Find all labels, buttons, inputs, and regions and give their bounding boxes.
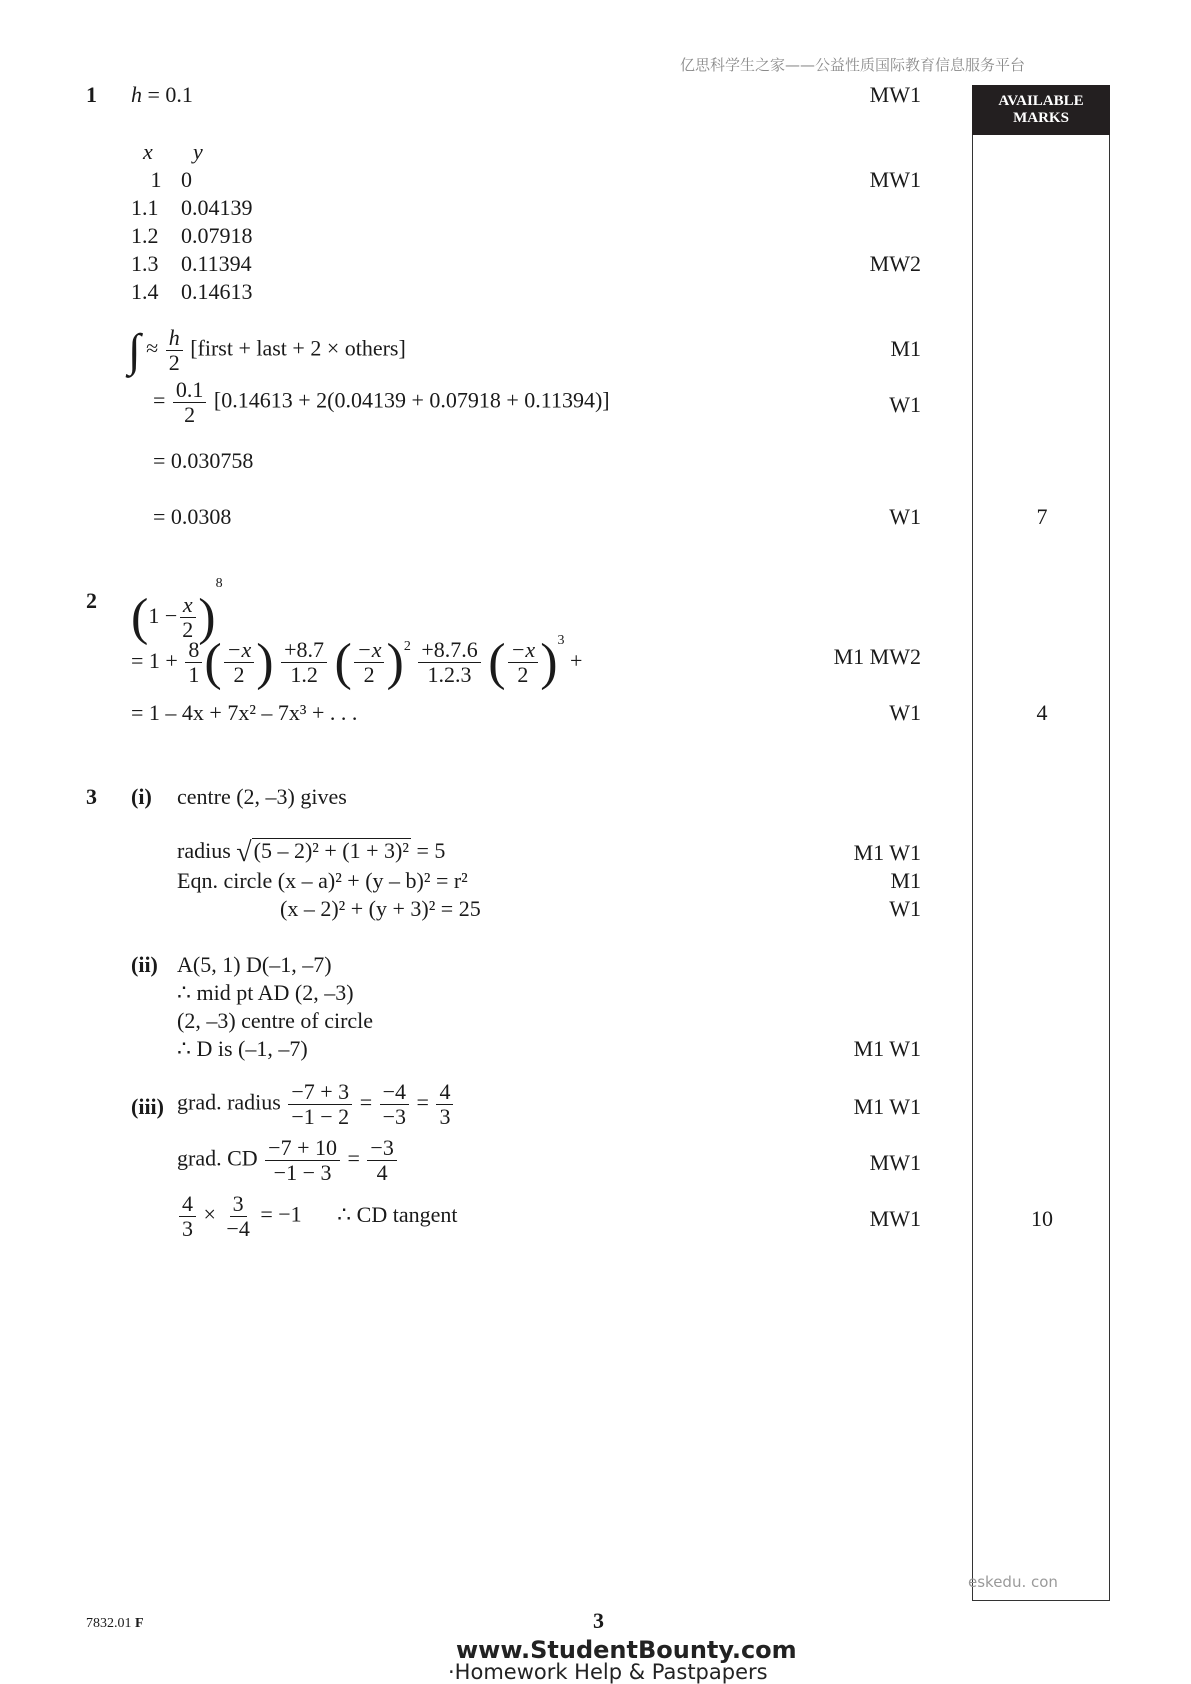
denominator: −4 bbox=[226, 1216, 250, 1241]
denominator: 3 bbox=[182, 1216, 193, 1241]
numerator: h bbox=[166, 326, 183, 351]
q1-trapezium-rule bbox=[128, 326, 406, 375]
right-paren: ) bbox=[540, 633, 558, 691]
product-result: = −1 bbox=[260, 1201, 302, 1227]
approx-sign: ≈ bbox=[146, 335, 159, 361]
denominator: −1 − 3 bbox=[273, 1160, 332, 1185]
q1-row-mark: MW1 bbox=[869, 167, 921, 192]
radius-radicand: (5 – 2)² + (1 + 3)² bbox=[253, 838, 409, 863]
fraction bbox=[224, 638, 255, 687]
left-paren: ( bbox=[131, 588, 149, 646]
q3-radius bbox=[177, 838, 445, 866]
fraction bbox=[354, 638, 385, 687]
fraction bbox=[288, 1080, 352, 1129]
grad-radius-label: grad. radius bbox=[177, 1089, 281, 1115]
numerator: x bbox=[180, 593, 196, 618]
fraction bbox=[508, 638, 539, 687]
denominator: 4 bbox=[376, 1160, 388, 1185]
q1-h-mark: MW1 bbox=[869, 82, 921, 107]
numerator: +8.7.6 bbox=[418, 638, 480, 663]
q3-grad-radius-mark: M1 W1 bbox=[853, 1094, 921, 1119]
numerator: +8.7 bbox=[281, 638, 327, 663]
question-2-number: 2 bbox=[86, 588, 97, 613]
site-header: 亿思科学生之家——公益性质国际教育信息服务平台 bbox=[680, 56, 1026, 74]
q1-substitution-mark: W1 bbox=[889, 392, 921, 417]
denominator: 2 bbox=[184, 402, 196, 427]
numerator: −7 + 10 bbox=[265, 1136, 340, 1161]
q3-ii-line: A(5, 1) D(–1, –7) bbox=[177, 952, 332, 977]
row-y: 0.04139 bbox=[181, 195, 253, 220]
fraction bbox=[281, 638, 327, 687]
plus: + bbox=[570, 648, 583, 673]
q1-substitution bbox=[153, 378, 610, 427]
table-header-y: y bbox=[193, 139, 203, 164]
question-1-number: 1 bbox=[86, 82, 97, 107]
fraction bbox=[173, 378, 207, 427]
q3-radius-mark: M1 W1 bbox=[853, 840, 921, 865]
q3-grad-radius bbox=[177, 1080, 455, 1129]
row-y: 0 bbox=[181, 167, 192, 192]
fraction bbox=[185, 638, 202, 687]
numerator: 4 bbox=[179, 1192, 196, 1217]
times-sign: × bbox=[203, 1201, 216, 1227]
expansion-prefix: = 1 + bbox=[131, 648, 178, 673]
heading-line2: MARKS bbox=[1013, 110, 1069, 126]
question-3-number: 3 bbox=[86, 784, 97, 809]
q1-table-row bbox=[131, 195, 253, 221]
studentbounty-tagline: ·Homework Help & Pastpapers bbox=[448, 1660, 768, 1684]
numerator: −x bbox=[508, 638, 539, 663]
fraction bbox=[166, 326, 183, 375]
denominator: 2 bbox=[168, 350, 180, 375]
q1-table-row bbox=[131, 223, 253, 249]
tangent-conclusion: ∴ CD tangent bbox=[337, 1201, 458, 1227]
equals: = bbox=[347, 1145, 360, 1171]
fraction bbox=[418, 638, 480, 687]
q3-part-i-label: (i) bbox=[131, 784, 152, 809]
q1-table-header bbox=[143, 139, 203, 165]
numerator: 4 bbox=[436, 1080, 453, 1105]
numerator: 3 bbox=[230, 1192, 247, 1217]
denominator: 3 bbox=[439, 1104, 451, 1129]
power: 8 bbox=[215, 576, 223, 591]
q3-total-marks: 10 bbox=[1031, 1206, 1053, 1231]
left-paren: ( bbox=[334, 633, 352, 691]
fraction bbox=[223, 1192, 252, 1241]
q3-part-iii-label: (iii) bbox=[131, 1094, 164, 1119]
fraction bbox=[179, 1192, 196, 1241]
denominator: 1.2 bbox=[290, 662, 318, 688]
denominator: 1 bbox=[188, 662, 200, 688]
q3-circle-equation: Eqn. circle (x – a)² + (y – b)² = r² bbox=[177, 868, 468, 893]
q3-ii-line: (2, –3) centre of circle bbox=[177, 1008, 374, 1033]
radius-result: = 5 bbox=[416, 838, 446, 863]
equals: = bbox=[153, 387, 166, 413]
studentbounty-link[interactable]: www.StudentBounty.com bbox=[456, 1636, 797, 1664]
q3-grad-cd bbox=[177, 1136, 399, 1185]
q1-result-mark: W1 bbox=[889, 504, 921, 529]
q1-rule-mark: M1 bbox=[890, 336, 921, 361]
q3-ii-mark: M1 W1 bbox=[853, 1036, 921, 1061]
numerator: 8 bbox=[185, 638, 202, 663]
q2-result-mark: W1 bbox=[889, 700, 921, 725]
q1-table-row bbox=[131, 279, 253, 305]
row-x: 1.4 bbox=[131, 279, 159, 304]
q3-circle-equation-final-mark: W1 bbox=[889, 896, 921, 921]
heading-line1: AVAILABLE bbox=[998, 93, 1084, 109]
row-y: 0.14613 bbox=[181, 279, 253, 304]
q1-table-row bbox=[131, 167, 192, 193]
available-marks-heading bbox=[972, 85, 1110, 135]
q1-h-line bbox=[131, 82, 193, 108]
right-paren: ) bbox=[386, 633, 404, 691]
rule-text: [first + last + 2 × others] bbox=[190, 335, 406, 361]
row-x: 1.3 bbox=[131, 251, 159, 276]
q1-result-unrounded: = 0.030758 bbox=[153, 448, 254, 473]
sqrt-icon: √ bbox=[236, 836, 252, 868]
q3-tangent-product bbox=[177, 1192, 457, 1241]
q3-ii-line: ∴ mid pt AD (2, –3) bbox=[177, 980, 354, 1005]
numerator: −x bbox=[224, 638, 255, 663]
denominator: −1 − 2 bbox=[291, 1104, 350, 1129]
q2-expansion-mark: M1 MW2 bbox=[833, 644, 921, 669]
denominator: 1.2.3 bbox=[427, 662, 472, 688]
denominator: 2 bbox=[233, 662, 245, 688]
q3-circle-equation-mark: M1 bbox=[890, 868, 921, 893]
cube: 3 bbox=[557, 633, 565, 648]
denominator: 2 bbox=[182, 617, 194, 643]
h-var: h bbox=[131, 82, 142, 107]
substitution-text: [0.14613 + 2(0.04139 + 0.07918 + 0.11394)] bbox=[213, 387, 610, 413]
q1-table-row bbox=[131, 251, 252, 277]
left-paren: ( bbox=[204, 633, 222, 691]
equals: = bbox=[416, 1089, 429, 1115]
row-x: 1.1 bbox=[131, 195, 159, 220]
q3-part-ii-label: (ii) bbox=[131, 952, 158, 977]
fraction bbox=[380, 1080, 409, 1129]
q3-circle-equation-final: (x – 2)² + (y + 3)² = 25 bbox=[280, 896, 481, 921]
q3-grad-cd-mark: MW1 bbox=[869, 1150, 921, 1175]
numerator: −x bbox=[354, 638, 385, 663]
q1-total-marks: 7 bbox=[1036, 504, 1048, 529]
watermark-text: eskedu. con bbox=[968, 1573, 1058, 1591]
page-number: 3 bbox=[593, 1608, 604, 1633]
right-paren: ) bbox=[198, 588, 216, 646]
paper-code-suffix: F bbox=[135, 1616, 144, 1631]
q2-total-marks: 4 bbox=[1036, 700, 1048, 725]
right-paren: ) bbox=[256, 633, 274, 691]
q3-centre: centre (2, –3) gives bbox=[177, 784, 347, 809]
numerator: −7 + 3 bbox=[288, 1080, 352, 1105]
q3-tangent-mark: MW1 bbox=[869, 1206, 921, 1231]
fraction bbox=[367, 1136, 396, 1185]
marks-column bbox=[972, 85, 1110, 1601]
radius-label: radius bbox=[177, 838, 231, 863]
denominator: 2 bbox=[517, 662, 529, 688]
q1-result-rounded: = 0.0308 bbox=[153, 504, 232, 529]
grad-cd-label: grad. CD bbox=[177, 1145, 258, 1171]
fraction bbox=[265, 1136, 340, 1185]
row-y: 0.07918 bbox=[181, 223, 253, 248]
q3-ii-line: ∴ D is (–1, –7) bbox=[177, 1036, 308, 1061]
row-x: 1 bbox=[150, 167, 162, 192]
fraction bbox=[436, 1080, 453, 1129]
expr-lead: 1 − bbox=[148, 603, 178, 628]
row-x: 1.2 bbox=[131, 223, 159, 248]
denominator: 2 bbox=[363, 662, 375, 688]
row-y: 0.11394 bbox=[181, 251, 252, 276]
left-paren: ( bbox=[488, 633, 506, 691]
q2-expansion bbox=[131, 628, 582, 689]
numerator: −3 bbox=[367, 1136, 396, 1161]
square: 2 bbox=[403, 639, 411, 654]
denominator: −3 bbox=[382, 1104, 407, 1129]
q2-result: = 1 – 4x + 7x² – 7x³ + . . . bbox=[131, 700, 358, 725]
equals: = bbox=[359, 1089, 373, 1115]
integral-sign: ∫ bbox=[128, 324, 141, 376]
paper-code bbox=[86, 1616, 144, 1632]
q1-row-mark: MW2 bbox=[869, 251, 921, 276]
paper-code-number: 7832.01 bbox=[86, 1616, 132, 1631]
table-header-x: x bbox=[143, 139, 153, 164]
numerator: −4 bbox=[380, 1080, 409, 1105]
h-value: = 0.1 bbox=[142, 82, 193, 107]
numerator: 0.1 bbox=[173, 378, 207, 403]
